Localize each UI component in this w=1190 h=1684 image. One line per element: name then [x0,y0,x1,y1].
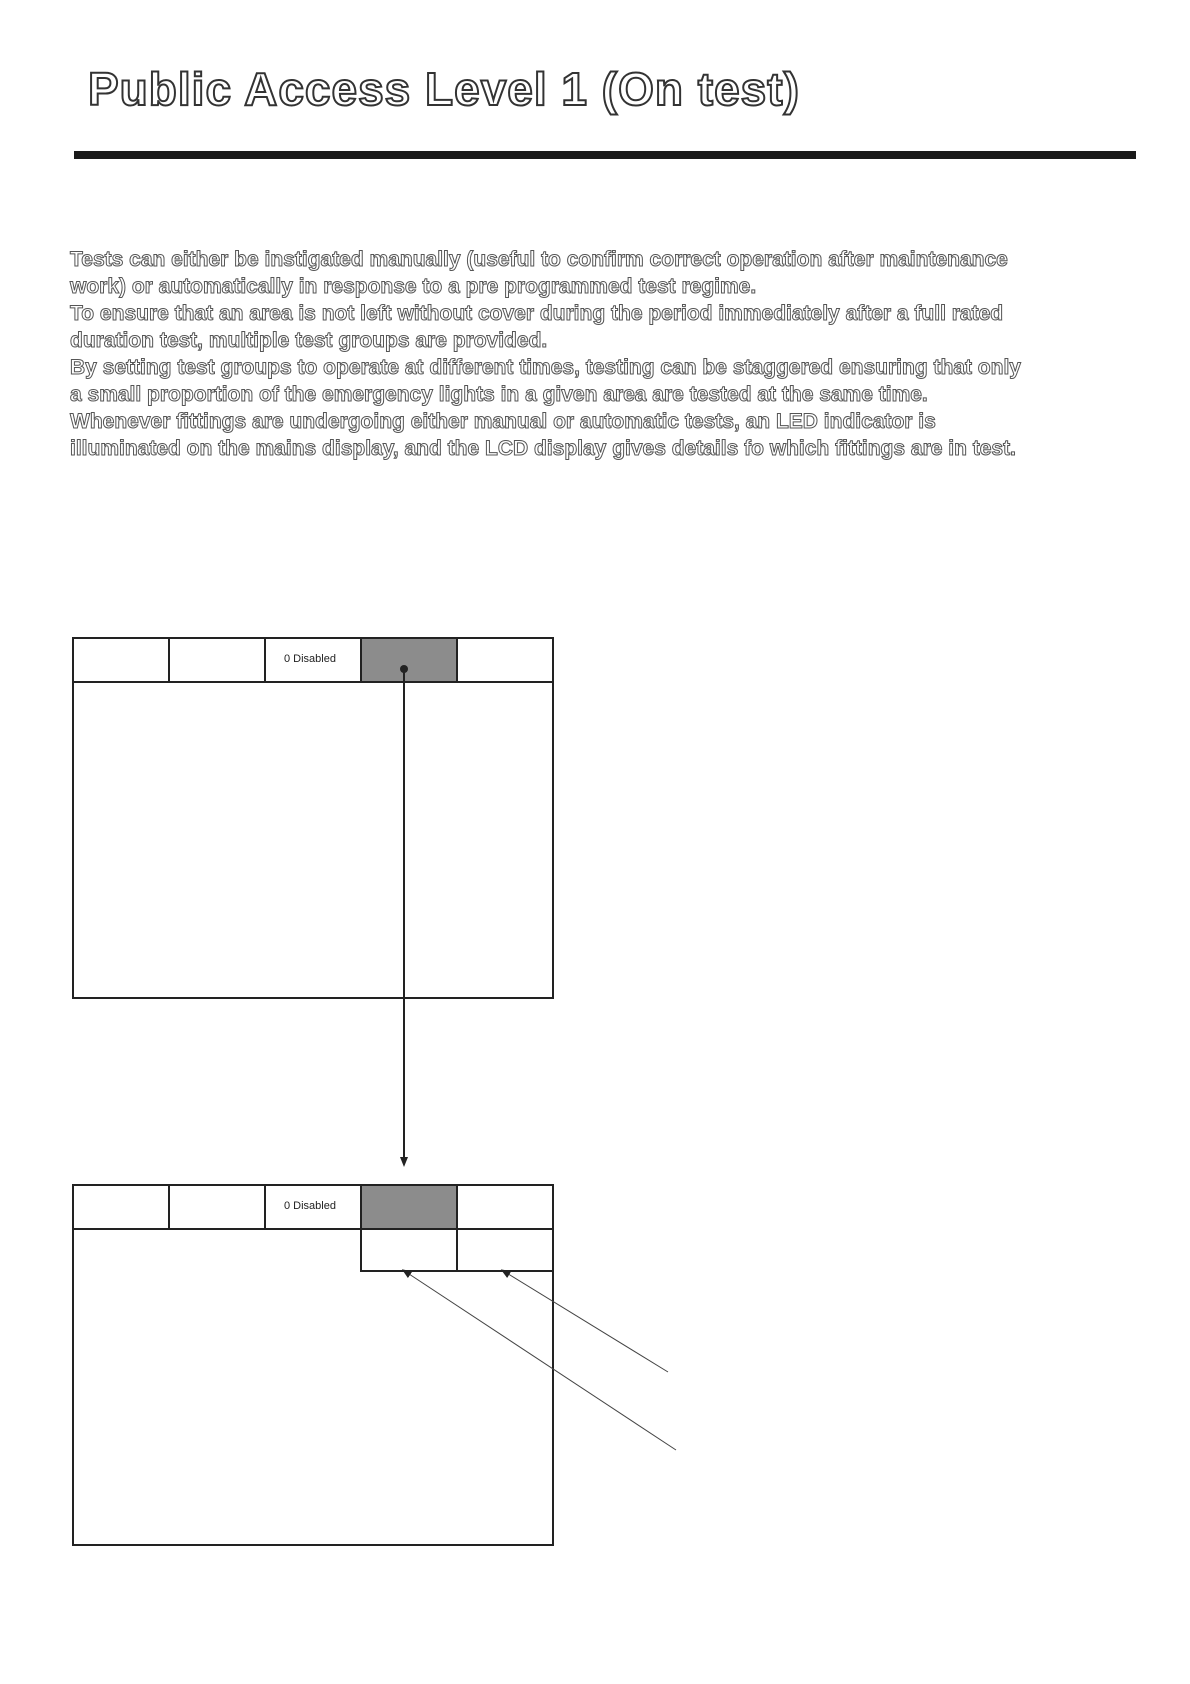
tab-disabled[interactable] [266,1186,362,1228]
tab-5[interactable] [458,639,552,681]
title-divider [74,151,1136,159]
tab-disabled-label: 0 Disabled [284,1200,336,1212]
description-line: By setting test groups to operate at different times, testing can be staggered ensuring that only [70,356,1021,379]
sub-option-1[interactable] [360,1230,458,1272]
tab-on-test[interactable] [362,639,458,681]
sub-option-2[interactable] [458,1230,552,1272]
description-line: work) or automatically in response to a pre programmed test regime. [70,275,757,298]
tab-disabled[interactable] [266,639,362,681]
tab-2[interactable] [170,1186,266,1228]
tab-2[interactable] [170,639,266,681]
description-line: illuminated on the mains display, and the LCD display gives details fo which fittings are in test. [70,437,1016,460]
tab-on-test[interactable] [362,1186,458,1228]
description-text [70,246,1160,462]
tab-bar [74,1186,552,1230]
tab-1[interactable] [74,639,170,681]
tab-disabled-label: 0 Disabled [284,653,336,665]
tab-1[interactable] [74,1186,170,1228]
tab-5[interactable] [458,1186,552,1228]
tab-bar [74,639,552,683]
description-line: Whenever fittings are undergoing either manual or automatic tests, an LED indicator is [70,410,936,433]
lcd-screen-before [72,637,554,999]
description-line: a small proportion of the emergency lights in a given area are tested at the same time. [70,383,928,406]
description-line: To ensure that an area is not left without cover during the period immediately after a full rated [70,302,1004,325]
description-line: duration test, multiple test groups are provided. [70,329,548,352]
page-title: Public Access Level 1 (On test) [88,63,800,115]
description-line: Tests can either be instigated manually (useful to confirm correct operation after maintenance [70,248,1008,271]
lcd-screen-after [72,1184,554,1546]
